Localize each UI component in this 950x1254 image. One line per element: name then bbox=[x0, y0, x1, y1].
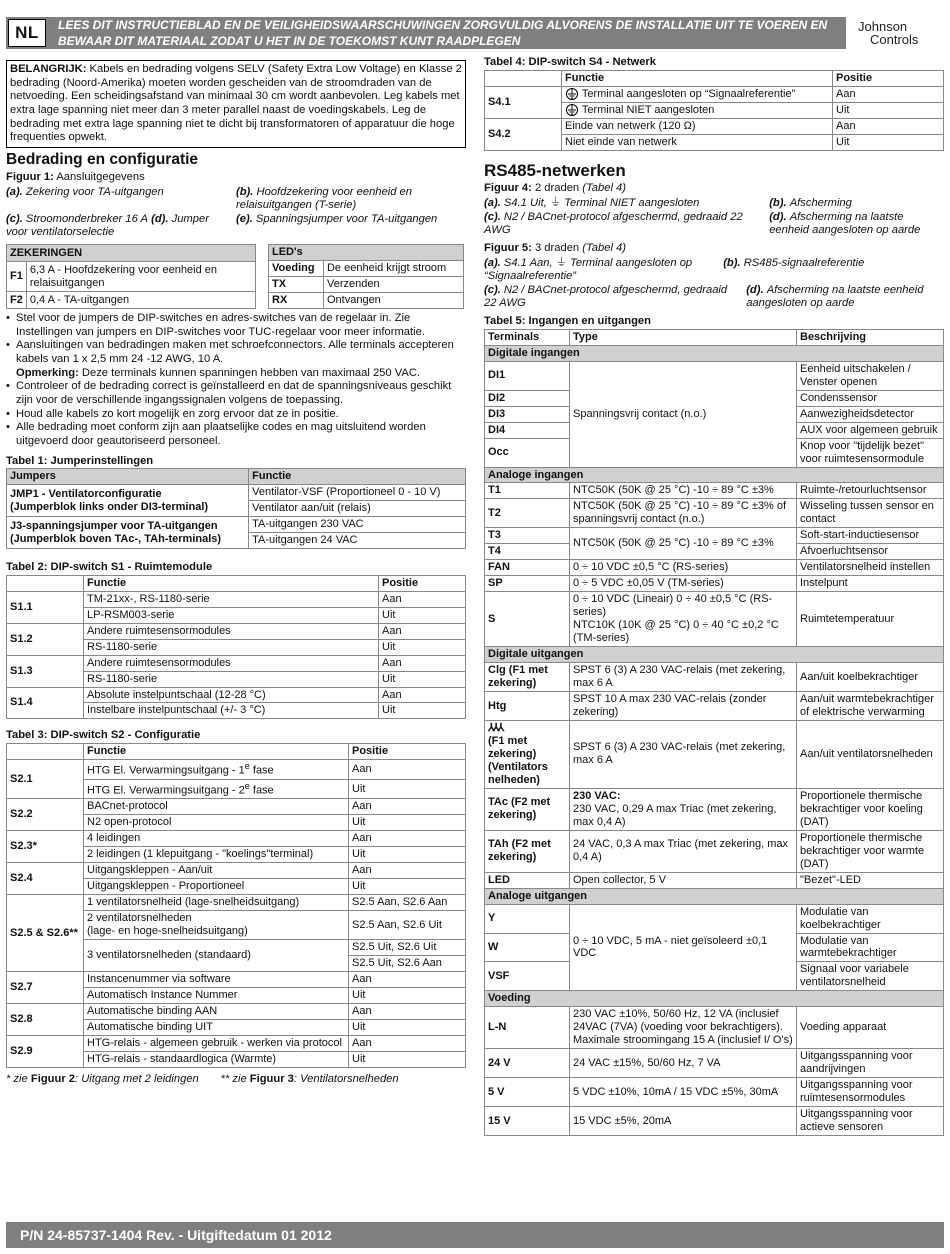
table3-dip-s2: Functie Positie S2.1 HTG El. Verwarmingsuitgang - 1e fase Aan HTG El. Verwarmingsuitgang - 2e fase Uit S2.2 BACnet-protocol Aan N2 open-protocol Uit S2.3* 4 leidingen Aan 2 leidingen (1 klepuitgang - "koelings"terminal) Uit S2.4 Uitgangskleppen - Aan/uit Aan Uitgangskleppen - Proportioneel Uit S2.5 & S2.6** 1 ventilatorsnelheid (lage-snelheidsuitgang) S2.5 Aan, S2.6 Aan 2 ventilatorsnelheden (lage- en hoge-snelheidsuitgang) S2.5 Aan, S2.6 Uit 3 ventilatorsnelheden (standaard) S2.5 Uit, S2.6 Uit S2.5 Uit, S2.6 Aan S2.7 Instancenummer via software Aan Automatisch Instance Nummer Uit S2.8 Automatische binding AAN Aan Automatische binding UIT Uit S2.9 HTG-relais - algemeen gebruik - werken via protocol Aan HTG-relais - standaardlogica (Warmte) Uit bbox=[6, 743, 466, 1068]
wiring-title: Bedrading en configuratie bbox=[6, 150, 199, 168]
figure5-legend: (a). S4.1 Aan, ⏚ Terminal aangesloten op “Signaalreferentie” (b). RS485-signaalreferentie (c). N2 / BACnet-protocol afgeschermd, gedraaid 22 AWG (d). Afscherming na laatste eenheid aangesloten op aarde bbox=[484, 256, 924, 310]
company-logo bbox=[858, 20, 918, 46]
table4-dip-s4: Functie Positie S4.1 Terminal aangesloten op “Signaalreferentie” Aan Terminal NIET aangesloten Uit S4.2 Einde van netwerk (120 Ω) Aan Niet einde van netwerk Uit bbox=[484, 70, 944, 151]
table3-footnotes: * zie Figuur 2: Uitgang met 2 leidingen ** zie Figuur 3: Ventilatorsnelheden bbox=[6, 1072, 399, 1085]
table3-title: Tabel 3: DIP-switch S2 - Configuratie bbox=[6, 729, 201, 742]
table4-title: Tabel 4: DIP-switch S4 - Netwerk bbox=[484, 56, 657, 68]
table5-title: Tabel 5: Ingangen en uitgangen bbox=[484, 315, 651, 328]
ground-symbol-icon: ⏚ bbox=[549, 196, 562, 209]
table1-jumpers: Jumpers Functie JMP1 - Ventilatorconfiguratie (Jumperblok links onder DI3-terminal) Ventilator-VSF (Proportioneel 0 - 10 V) Ventilator aan/uit (relais) J3-spanningsjumper voor TA-uitgangen (Jumperblok boven TAc-, TAh-terminals) TA-uitgangen 230 VAC TA-uitgangen 24 VAC bbox=[6, 468, 466, 549]
table1-title: Tabel 1: Jumperinstellingen bbox=[6, 454, 154, 467]
left-column bbox=[6, 60, 466, 1086]
rs485-title: RS485-netwerken bbox=[484, 160, 626, 180]
footer-bar: P/N 24-85737-1404 Rev. - Uitgiftedatum 01 2012 bbox=[6, 1222, 944, 1248]
figure1-caption: Figuur 1: Aansluitgegevens bbox=[6, 170, 145, 183]
signal-ground-icon bbox=[565, 88, 579, 100]
important-text: Kabels en bedrading volgens SELV (Safety Extra Low Voltage) en Klasse 2 bedrading (Noord-Amerika) moeten worden gescheiden van de stroomdraden van de netvoeding. Een scheidingsafstand van minimaal 30 cm wordt aanbevolen. Leg kabels met extra lage spanning niet meer dan 3 meter parallel naast de voedingskabels. Leg de bedrading met extra lage spanning niet te dicht bij transformatoren of apparatuur die hoge frequenties opwekt. bbox=[10, 63, 462, 144]
figure1-legend: (a). Zekering voor TA-uitgangen (b). Hoofdzekering voor eenheid en relaisuitgangen (T-serie) (c). Stroomonderbreker 16 A (d). Jumper voor ventilatorselectie (e). Spanningsjumper voor TA-uitgangen bbox=[6, 185, 438, 239]
header-warning: LEES DIT INSTRUCTIEBLAD EN DE VEILIGHEIDSWAARSCHUWINGEN ZORGVULDIG ALVORENS DE INSTALLATIE UIT TE VOEREN EN BEWAAR DIT MATERIAAL ZODAT U HET IN DE TOEKOMST KUNT RAADPLEGEN bbox=[58, 18, 828, 48]
logo-line-1: Johnson bbox=[858, 19, 908, 34]
leds-table: LED's Voeding De eenheid krijgt stroom TX Verzenden RX Ontvangen bbox=[268, 244, 464, 309]
ground-icon bbox=[565, 104, 579, 116]
important-notice bbox=[6, 60, 466, 148]
table2-dip-s1: Functie Positie S1.1 TM-21xx-, RS-1180-serie Aan LP-RSM003-serie Uit S1.2 Andere ruimtesensormodules Aan RS-1180-serie Uit S1.3 Andere ruimtesensormodules Aan RS-1180-serie Uit S1.4 Absolute instelpuntschaal (12-28 °C) Aan Instelbare instelpuntschaal (+/- 3 °C) Uit bbox=[6, 575, 466, 720]
fan-speed-icon: ⅄⅄⅄ bbox=[488, 721, 503, 734]
logo-line-2: Controls bbox=[870, 32, 919, 47]
important-label: BELANGRIJK: bbox=[10, 63, 87, 75]
table2-title: Tabel 2: DIP-switch S1 - Ruimtemodule bbox=[6, 561, 213, 574]
figure5-caption: Figuur 5: 3 draden (Tabel 4) bbox=[484, 241, 626, 254]
fuses-leds bbox=[6, 244, 466, 309]
wiring-notes: • Stel voor de jumpers de DIP-switches en adres-switches van de regelaar in. Zie Instellingen van jumpers en DIP-switches voor TUC-regelaar voor meer informatie. • Aansluitingen van bedradingen maken met schroefconnectors. Alle terminals accepteren kabels van 1 x 2,5 mm 24 -12 AWG, 10 A. Opmerking: Deze terminals kunnen spanningen hebben van maximaal 250 VAC. • Controleer of de bedrading correct is geïnstalleerd en dat de spanningsniveaus geschikt zijn voor de verschillende ingangssignalen volgens de toepassing. • Houd alle kabels zo kort mogelijk en zorg ervoor dat ze in positie. • Alle bedrading moet conform zijn aan plaatselijke codes en mag uitsluitend worden uitgevoerd door geautoriseerd personeel. bbox=[6, 312, 466, 449]
right-column bbox=[484, 56, 944, 1136]
figure4-caption: Figuur 4: 2 draden (Tabel 4) bbox=[484, 182, 626, 195]
fuses-table: ZEKERINGEN F1 6,3 A - Hoofdzekering voor eenheid en relaisuitgangen F2 0,4 A - TA-uitgangen bbox=[6, 244, 256, 309]
table5-io: Terminals Type Beschrijving Digitale ingangen DI1 Spanningsvrij contact (n.o.) Eenheid uitschakelen / Venster openen DI2 Condenssensor DI3 Aanwezigheidsdetector DI4 AUX voor algemeen gebruik Occ Knop voor "tijdelijk bezet" voor ruimtesensormodule Analoge ingangen T1 NTC50K (50K @ 25 °C) -10 ÷ 89 °C ±3% Ruimte-/retourluchtsensor T2 NTC50K (50K @ 25 °C) -10 ÷ 89 °C ±3% of spanningsvrij contact (n.o.) Wisseling tussen sensor en contact T3 NTC50K (50K @ 25 °C) -10 ÷ 89 °C ±3% Soft-start-inductiesensor T4 Afvoerluchtsensor FAN 0 ÷ 10 VDC ±0,5 °C (RS-series) Ventilatorsnelheid instellen SP 0 ÷ 5 VDC ±0,05 V (TM-series) Instelpunt S 0 ÷ 10 VDC (Lineair) 0 ÷ 40 ±0,5 °C (RS-series) NTC10K (10K @ 25 °C) 0 ÷ 40 °C ±0,2 °C (TM-series) Ruimtetemperatuur Digitale uitgangen Clg (F1 met zekering) SPST 6 (3) A 230 VAC-relais (met zekering, max 6 A Aan/uit koelbekrachtiger Htg SPST 10 A max 230 VAC-relais (zonder zekering) Aan/uit warmtebekrachtiger of elektrische verwarming ⅄⅄⅄ (F1 met zekering) (Ventilators nelheden) SPST 6 (3) A 230 VAC-relais (met zekering, max 6 A Aan/uit ventilatorsnelheden TAc (F2 met zekering) 230 VAC: 230 VAC, 0,29 A max Triac (met zekering, max 0,4 A) Proportionele thermische bekrachtiger voor koeling (DAT) TAh (F2 met zekering) 24 VAC, 0,3 A max Triac (met zekering, max 0,4 A) Proportionele thermische bekrachtiger voor warmte (DAT) LED Open collector, 5 V "Bezet"-LED Analoge uitgangen Y 0 ÷ 10 VDC, 5 mA - niet geïsoleerd ±0,1 VDC Modulatie van koelbekrachtiger W Modulatie van warmtebekrachtiger VSF Signaal voor variabele ventilatorsnelheid Voeding L-N 230 VAC ±10%, 50/60 Hz, 12 VA (inclusief 24VAC (7VA) (voeding voor bekrachtigers). Maximale stroomingang 15 A (inclusief I/ O's) Voeding apparaat 24 V 24 VAC ±15%, 50/60 Hz, 7 VA Uitgangsspanning voor aandrijvingen 5 V 5 VDC ±10%, 10mA / 15 VDC ±5%, 30mA Uitgangsspanning voor ruimtesensormodules 15 V 15 VDC ±5%, 20mA Uitgangsspanning voor actieve sensoren bbox=[484, 329, 944, 1136]
language-badge: NL bbox=[8, 19, 46, 47]
figure4-legend: (a). S4.1 Uit, ⏚ Terminal NIET aangesloten (b). Afscherming (c). N2 / BACnet-protocol afgeschermd, gedraaid 22 AWG (d). Afscherming na laatste eenheid aangesloten op aarde bbox=[484, 196, 921, 237]
ground-symbol-icon: ⏚ bbox=[555, 256, 567, 269]
